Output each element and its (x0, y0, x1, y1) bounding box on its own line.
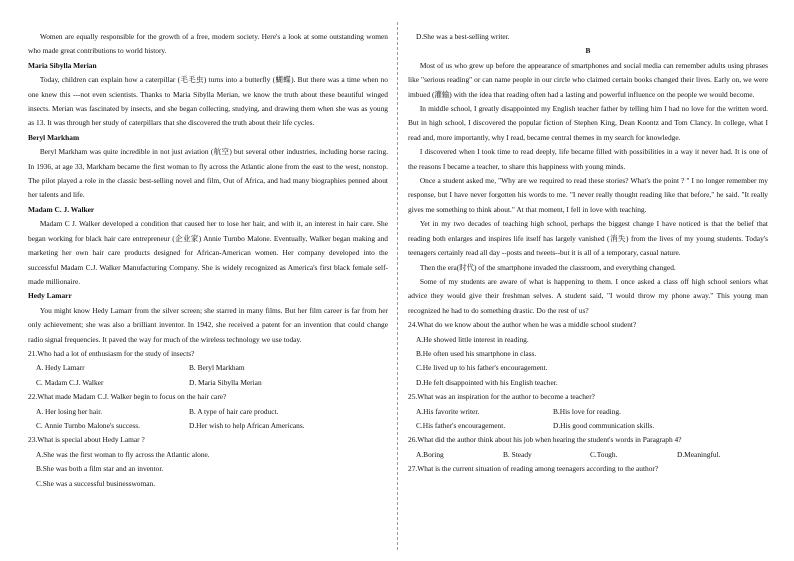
option-row (408, 405, 768, 419)
right-column (408, 30, 768, 477)
option: A.His favorite writer. (416, 406, 480, 416)
option-row (408, 448, 768, 462)
option: B.She was both a film star and an inventor. (36, 464, 164, 474)
question-stem: 27.What is the current situation of reading among teenagers according to the author? (408, 464, 659, 474)
section-text: Today, children can explain how a caterpillar (毛毛虫) turns into a butterfly (蝴蝶). But there was a time when no one knew this ---not even scientists. Thanks to Maria Sibylla Merian, we know the truth about these beautiful winged insects. Merian was fascinated by insects, and she began collecting, studying, and drawing them when she was as young as 13. It was through her study of caterpillars that she discovered the truth about their life cycles. (28, 75, 388, 128)
option: A.She was the first woman to fly across the Atlantic alone. (36, 449, 210, 459)
question-stem: 25.What was an inspiration for the author to become a teacher? (408, 392, 595, 402)
option-row (28, 376, 388, 390)
option: D.Her wish to help African Americans. (189, 420, 305, 430)
option: B. A type of hair care product. (189, 406, 279, 416)
question-stem: 21.Who had a lot of enthusiasm for the study of insects? (28, 348, 195, 358)
section-heading: Hedy Lamarr (28, 291, 72, 301)
option: B.He often used his smartphone in class. (416, 348, 537, 358)
section-text: Madam C J. Walker developed a condition that caused her to lose her hair, and with it, an interest in hair care. She began working for black hair care entrepreneur (企业家) Annie Turnbo Malone. Eventually, Walker began making and marketing her own hair care products designed for African-American women. Her company developed into the successful Madam C.J. Walker Manufacturing Company. She is widely recognized as America's first black female self-made millionaire. (28, 219, 388, 286)
section-heading: Beryl Markham (28, 132, 80, 142)
section-heading: Maria Sibylla Merian (28, 60, 97, 70)
option: A.He showed little interest in reading. (416, 334, 529, 344)
passage-paragraph: Most of us who grew up before the appearance of smartphones and social media can remember adults using phrases like "serious reading" or can name people in our circle who claimed certain books changed their lives. Early on, we were imbued (灌输) with the idea that reading often had a lasting and powerful influence on the people we would become. (408, 60, 768, 99)
option: D.He felt disappointed with his English teacher. (416, 377, 558, 387)
question-stem: 26.What did the author think about his job when hearing the student's words in Paragraph 4? (408, 435, 682, 445)
option: B.His love for reading. (553, 406, 621, 416)
option: D. Maria Sibylla Merian (189, 377, 262, 387)
column-divider (397, 22, 398, 550)
option-row (28, 405, 388, 419)
passage-paragraph: Then the era(时代) of the smartphone invaded the classroom, and everything changed. (419, 262, 676, 272)
option: C.Tough. (590, 449, 618, 459)
passage-title: B (585, 46, 591, 56)
section-heading: Madam C. J. Walker (28, 204, 95, 214)
option: D.Meaningful. (677, 449, 721, 459)
passage-paragraph: Yet in my two decades of teaching high school, perhaps the biggest change I have noticed is that the belief that reading both enlarges and inspires life itself has largely vanished (消失) from the lives of my young students. Today's teenagers certainly read all day --posts and tweets--but it is all of a temporary, casual nature. (408, 219, 768, 258)
question-stem: 22.What made Madam C.J. Walker begin to focus on the hair care? (28, 392, 227, 402)
option: B. Steady (503, 449, 532, 459)
option: D.His good communication skills. (553, 420, 655, 430)
question-stem: 24.What do we know about the author when he was a middle school student? (408, 320, 637, 330)
option-row (28, 419, 388, 433)
passage-paragraph: In middle school, I greatly disappointed my English teacher father by telling him I had no love for the written word. But in high school, I discovered the popular fiction of Stephen King, Dean Koontz and Tom Clancy. In college, what I read and, more importantly, why I read, became central themes in my search for knowledge. (408, 104, 768, 142)
option: B. Beryl Markham (189, 363, 245, 373)
option: A. Hedy Lamarr (36, 363, 85, 373)
option: C.He lived up to his father's encouragement. (416, 363, 548, 373)
section-text: You might know Hedy Lamarr from the silver screen; she starred in many films. But her film career is far from her only achievement; she was also a brilliant inventor. In 1942, she received a patent for an invention that could change radio signal frequencies. It paved the way for much of the wireless technology we use today. (28, 305, 388, 344)
option-row (408, 419, 768, 433)
passage-paragraph: Once a student asked me, "Why are we required to read these stories? What's the point ? " I no longer remember my response, but I have never forgotten his words to me. "I never really thought reading like that before," he said. "It really gives me something to think about." At that moment, I fell in love with teaching. (408, 176, 768, 214)
option: C.She was a successful businesswoman. (36, 478, 156, 488)
passage-paragraph: I discovered when I took time to read deeply, life became filled with possibilities in a way it never had. It is one of the reasons I became a teacher, to share this happiness with young minds. (408, 147, 768, 171)
intro-paragraph: Women are equally responsible for the growth of a free, modern society. Here's a look at some outstanding women who made great contributions to world history. (28, 32, 388, 56)
question-stem: 23.What is special about Hedy Lamar ? (28, 435, 145, 445)
option: A.Boring (416, 449, 444, 459)
option: D.She was a best-selling writer. (416, 32, 510, 41)
option: C. Annie Turnbo Malone's success. (36, 420, 140, 430)
section-text: Beryl Markham was quite incredible in not just aviation (航空) but several other industries, including horse racing. In 1936, at age 33, Markham became the first woman to fly across the Atlantic alone from the east to the west, nonstop. The pilot played a role in the classic best-selling novel and film, Out of Africa, and had many biographies penned about her talents and life. (28, 147, 388, 200)
left-column (28, 30, 388, 491)
option: C. Madam C.J. Walker (36, 377, 104, 387)
option: A. Her losing her hair. (36, 406, 103, 416)
option: C.His father's encouragement. (416, 420, 506, 430)
passage-paragraph: Some of my students are aware of what is happening to them. I once asked a class off high school seniors what advice they would give their freshman selves. A student said, "I would throw my phone away." This young man recognized he had to do something drastic. Do the rest of us? (408, 276, 768, 315)
option-row (28, 361, 388, 375)
